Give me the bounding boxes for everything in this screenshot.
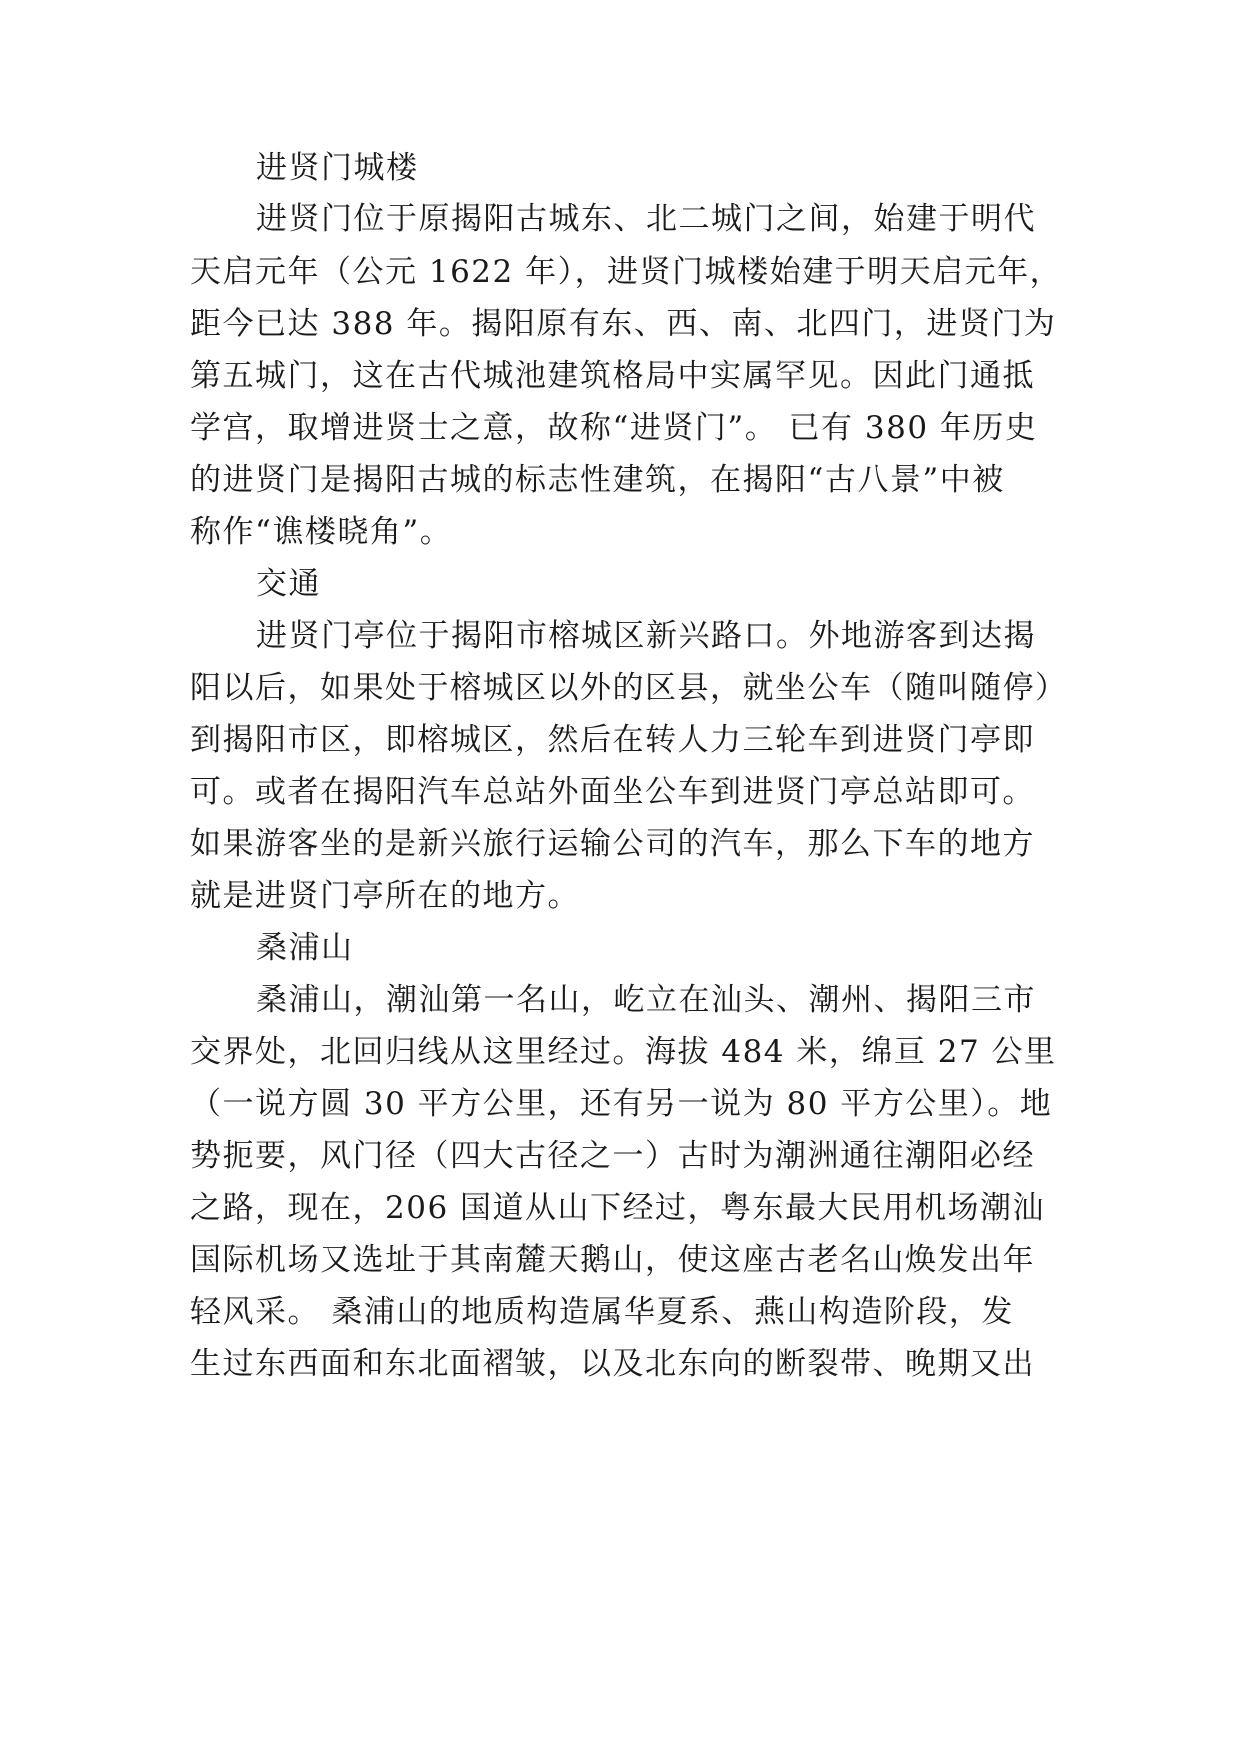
paragraph-line: 天启元年（公元 1622 年），进贤门城楼始建于明天启元年， (190, 254, 1063, 290)
paragraph-line: （一说方圆 30 平方公里，还有另一说为 80 平方公里）。地 (190, 1086, 1053, 1122)
paragraph-line: 轻风采。 桑浦山的地质构造属华夏系、燕山构造阶段，发 (190, 1294, 1014, 1330)
paragraph-line: 进贤门位于原揭阳古城东、北二城门之间，始建于明代 (256, 201, 1036, 237)
paragraph-line: 交界处，北回归线从这里经过。海拔 484 米，绵亘 27 公里 (190, 1034, 1057, 1070)
paragraph-line: 进贤门亭位于揭阳市榕城区新兴路口。外地游客到达揭 (256, 618, 1036, 654)
paragraph-line: 可。或者在揭阳汽车总站外面坐公车到进贤门亭总站即可。 (190, 774, 1035, 810)
paragraph-line: 阳以后，如果处于榕城区以外的区县，就坐公车（随叫随停） (190, 670, 1068, 706)
paragraph-line: 就是进贤门亭所在的地方。 (190, 878, 580, 914)
paragraph-line: 桑浦山，潮汕第一名山，屹立在汕头、潮州、揭阳三市 (256, 982, 1036, 1018)
heading-jinxianmen-tower: 进贤门城楼 (256, 150, 419, 186)
paragraph-line: 到揭阳市区，即榕城区，然后在转人力三轮车到进贤门亭即 (190, 722, 1035, 758)
paragraph-line: 国际机场又选址于其南麓天鹅山，使这座古老名山焕发出年 (190, 1242, 1035, 1278)
paragraph-line: 生过东西面和东北面褶皱，以及北东向的断裂带、晚期又出 (190, 1346, 1035, 1382)
paragraph-line: 势扼要，风门径（四大古径之一）古时为潮洲通往潮阳必经 (190, 1138, 1035, 1174)
paragraph-line: 第五城门，这在古代城池建筑格局中实属罕见。因此门通抵 (190, 358, 1035, 394)
paragraph-line: 如果游客坐的是新兴旅行运输公司的汽车，那么下车的地方 (190, 826, 1035, 862)
paragraph-line: 之路，现在，206 国道从山下经过，粤东最大民用机场潮汕 (190, 1190, 1046, 1226)
paragraph-line: 的进贤门是揭阳古城的标志性建筑，在揭阳“古八景”中被 (190, 462, 1005, 498)
paragraph-line: 学宫，取增进贤士之意，故称“进贤门”。 已有 380 年历史 (190, 410, 1038, 446)
paragraph-line: 称作“谯楼晓角”。 (190, 514, 453, 550)
paragraph-line: 距今已达 388 年。揭阳原有东、西、南、北四门，进贤门为 (190, 306, 1057, 342)
heading-sangpu-mountain: 桑浦山 (256, 930, 354, 966)
heading-transport: 交通 (256, 566, 321, 602)
